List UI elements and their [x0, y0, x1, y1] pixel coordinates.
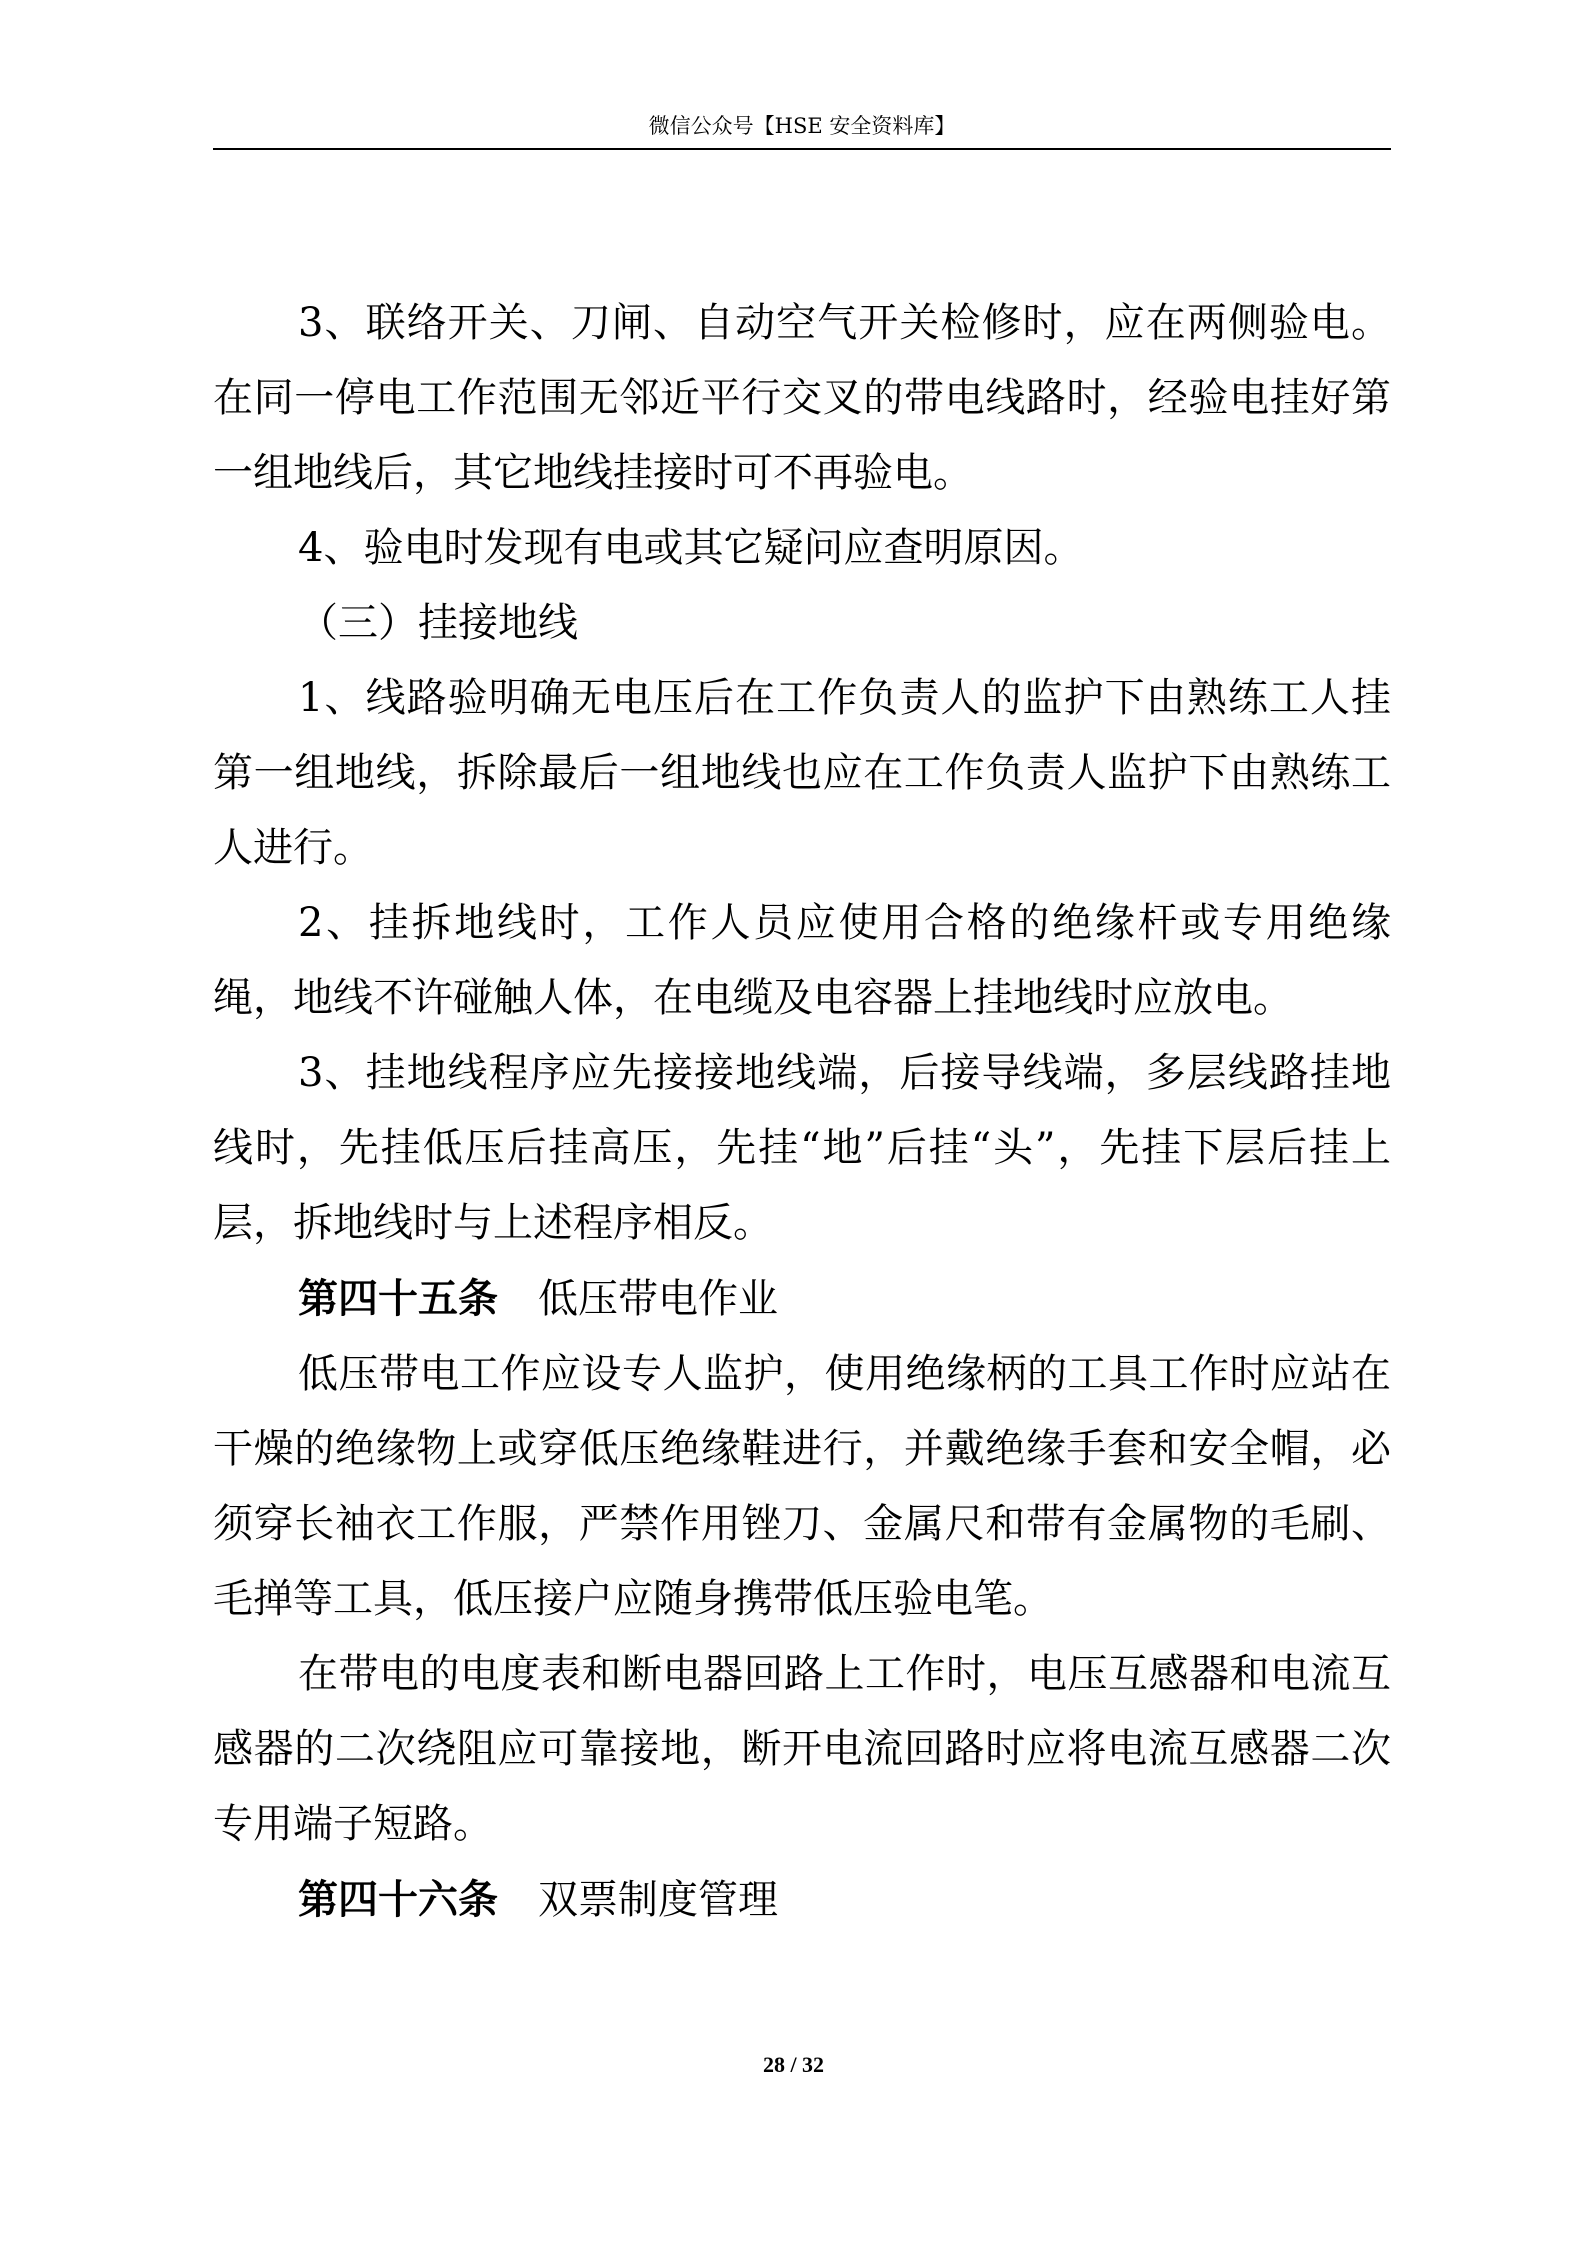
page-header: [213, 108, 1391, 150]
article-46-number: 第四十六条: [298, 1876, 498, 1923]
page-number: 28 / 32: [762, 2052, 825, 2077]
paragraph-1-grounding: 1、线路验明确无电压后在工作负责人的监护下由熟练工人挂第一组地线，拆除最后一组地线也应在工作负责人监护下由熟练工人进行。: [213, 675, 1391, 871]
article-45-number: 第四十五条: [298, 1275, 498, 1322]
paragraph-3-grounding: 3、挂地线程序应先接接地线端，后接导线端，多层线路挂地线时，先挂低压后挂高压，先挂“地”后挂“头”，先挂下层后挂上层，拆地线时与上述程序相反。: [213, 1050, 1391, 1246]
paragraph-live-work: 低压带电工作应设专人监护，使用绝缘柄的工具工作时应站在干燥的绝缘物上或穿低压绝缘鞋进行，并戴绝缘手套和安全帽，必须穿长袖衣工作服，严禁作用锉刀、金属尺和带有金属物的毛刷、毛掸等工具，低压接户应随身携带低压验电笔。: [213, 1351, 1391, 1622]
article-45-heading: [213, 1261, 1391, 1337]
section-heading-grounding: （三）挂接地线: [298, 600, 578, 646]
paragraph-meter-work: 在带电的电度表和断电器回路上工作时，电压互感器和电流互感器的二次绕阻应可靠接地，断开电流回路时应将电流互感器二次专用端子短路。: [213, 1651, 1391, 1847]
paragraph-2-grounding: 2、挂拆地线时，工作人员应使用合格的绝缘杆或专用绝缘绳，地线不许碰触人体，在电缆及电容器上挂地线时应放电。: [213, 900, 1391, 1021]
paragraph-4-inspection: 4、验电时发现有电或其它疑问应查明原因。: [298, 525, 1084, 571]
header-text: 微信公众号【HSE 安全资料库】: [648, 114, 956, 138]
document-body: [213, 286, 1391, 1938]
article-46-heading: [213, 1862, 1391, 1938]
article-46-title: 双票制度管理: [538, 1877, 778, 1923]
paragraph-3-inspection: 3、联络开关、刀闸、自动空气开关检修时，应在两侧验电。在同一停电工作范围无邻近平行交叉的带电线路时，经验电挂好第一组地线后，其它地线挂接时可不再验电。: [213, 300, 1391, 496]
article-45-title: 低压带电作业: [538, 1276, 778, 1322]
